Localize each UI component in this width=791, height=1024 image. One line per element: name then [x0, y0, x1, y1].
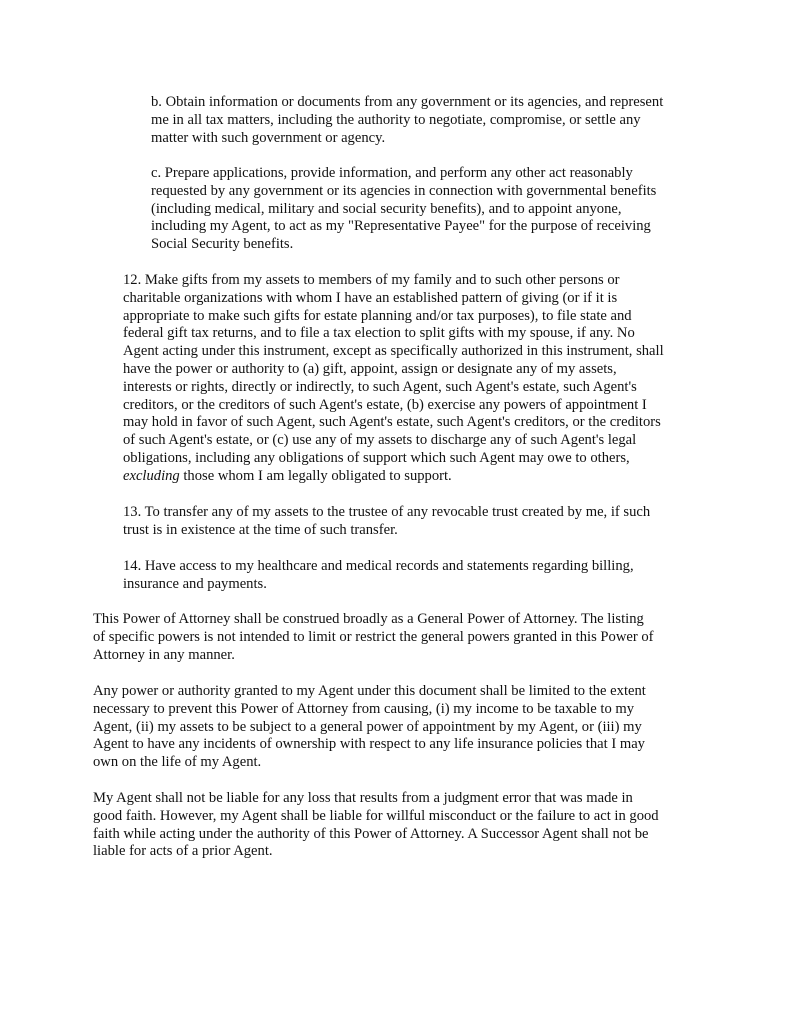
paragraph-general-power — [93, 611, 654, 664]
text-line: 12. Make gifts from my assets to members of my family and to such other persons or — [123, 272, 620, 288]
text-line: have the power or authority to (a) gift, appoint, assign or designate any of my assets, — [123, 360, 617, 377]
text-line: federal gift tax returns, and to file a tax election to split gifts with my spouse, if any. No — [123, 325, 635, 342]
text-line: liable for acts of a prior Agent. — [93, 843, 273, 860]
text-line: own on the life of my Agent. — [93, 754, 262, 771]
text-line: obligations, including any obligations of support which such Agent may owe to others, — [123, 449, 630, 466]
text-run: those whom I am legally obligated to support. — [179, 467, 452, 484]
text-line: necessary to prevent this Power of Attorney from causing, (i) my income to be taxable to my — [93, 700, 635, 717]
text-line: appropriate to make such gifts for estate planning and/or tax purposes), to file state and — [123, 307, 632, 324]
text-line: This Power of Attorney shall be construed broadly as a General Power of Attorney. The listing — [93, 611, 644, 627]
text-line: requested by any government or its agencies in connection with governmental benefits — [151, 182, 657, 199]
text-line: insurance and payments. — [123, 575, 267, 592]
text-line: matter with such government or agency. — [151, 129, 386, 146]
paragraph-liability — [93, 790, 659, 861]
italic-text: excluding — [123, 467, 180, 484]
text-line: including my Agent, to act as my "Representative Payee" for the purpose of receiving — [151, 218, 651, 235]
text-line: b. Obtain information or documents from any government or its agencies, and represent — [151, 94, 664, 110]
text-line-last — [123, 468, 664, 486]
text-line: may hold in favor of such Agent, such Agent's estate, such Agent's creditors, or the creditors — [123, 414, 661, 431]
text-line: (including medical, military and social security benefits), and to appoint anyone, — [151, 200, 622, 217]
text-line: Agent acting under this instrument, except as specifically authorized in this instrument, shall — [123, 343, 664, 360]
text-line: me in all tax matters, including the authority to negotiate, compromise, or settle any — [151, 111, 641, 128]
text-line: 13. To transfer any of my assets to the trustee of any revocable trust created by me, if such — [123, 504, 651, 520]
item-14 — [123, 558, 634, 594]
text-line: 14. Have access to my healthcare and medical records and statements regarding billing, — [123, 558, 634, 574]
text-line: creditors, or the creditors of such Agent's estate, (b) exercise any powers of appointment I — [123, 396, 647, 413]
text-line: Attorney in any manner. — [93, 646, 235, 663]
subitem-c — [151, 165, 656, 254]
text-line: My Agent shall not be liable for any loss that results from a judgment error that was made in — [93, 790, 633, 806]
text-line: charitable organizations with whom I have an established pattern of giving (or if it is — [123, 289, 618, 306]
text-line: good faith. However, my Agent shall be liable for willful misconduct or the failure to act in good — [93, 807, 659, 824]
text-line: trust is in existence at the time of such transfer. — [123, 521, 398, 538]
subitem-b — [151, 94, 663, 147]
paragraph-limitations — [93, 683, 646, 772]
item-13 — [123, 504, 650, 540]
text-line: Any power or authority granted to my Agent under this document shall be limited to the extent — [93, 683, 646, 699]
text-line: interests or rights, directly or indirectly, to such Agent, such Agent's estate, such Agent's — [123, 378, 637, 395]
item-12 — [123, 272, 664, 486]
text-line: c. Prepare applications, provide information, and perform any other act reasonably — [151, 165, 633, 181]
text-line: Agent, (ii) my assets to be subject to a general power of appointment by my Agent, or (iii) my — [93, 718, 642, 735]
text-line: Agent to have any incidents of ownership with respect to any life insurance policies that I may — [93, 736, 645, 753]
text-line: of specific powers is not intended to limit or restrict the general powers granted in this Power of — [93, 628, 654, 645]
text-line: faith while acting under the authority of this Power of Attorney. A Successor Agent shall not be — [93, 825, 649, 842]
text-line: of such Agent's estate, or (c) use any of my assets to discharge any of such Agent's legal — [123, 432, 637, 449]
text-line: Social Security benefits. — [151, 236, 294, 253]
